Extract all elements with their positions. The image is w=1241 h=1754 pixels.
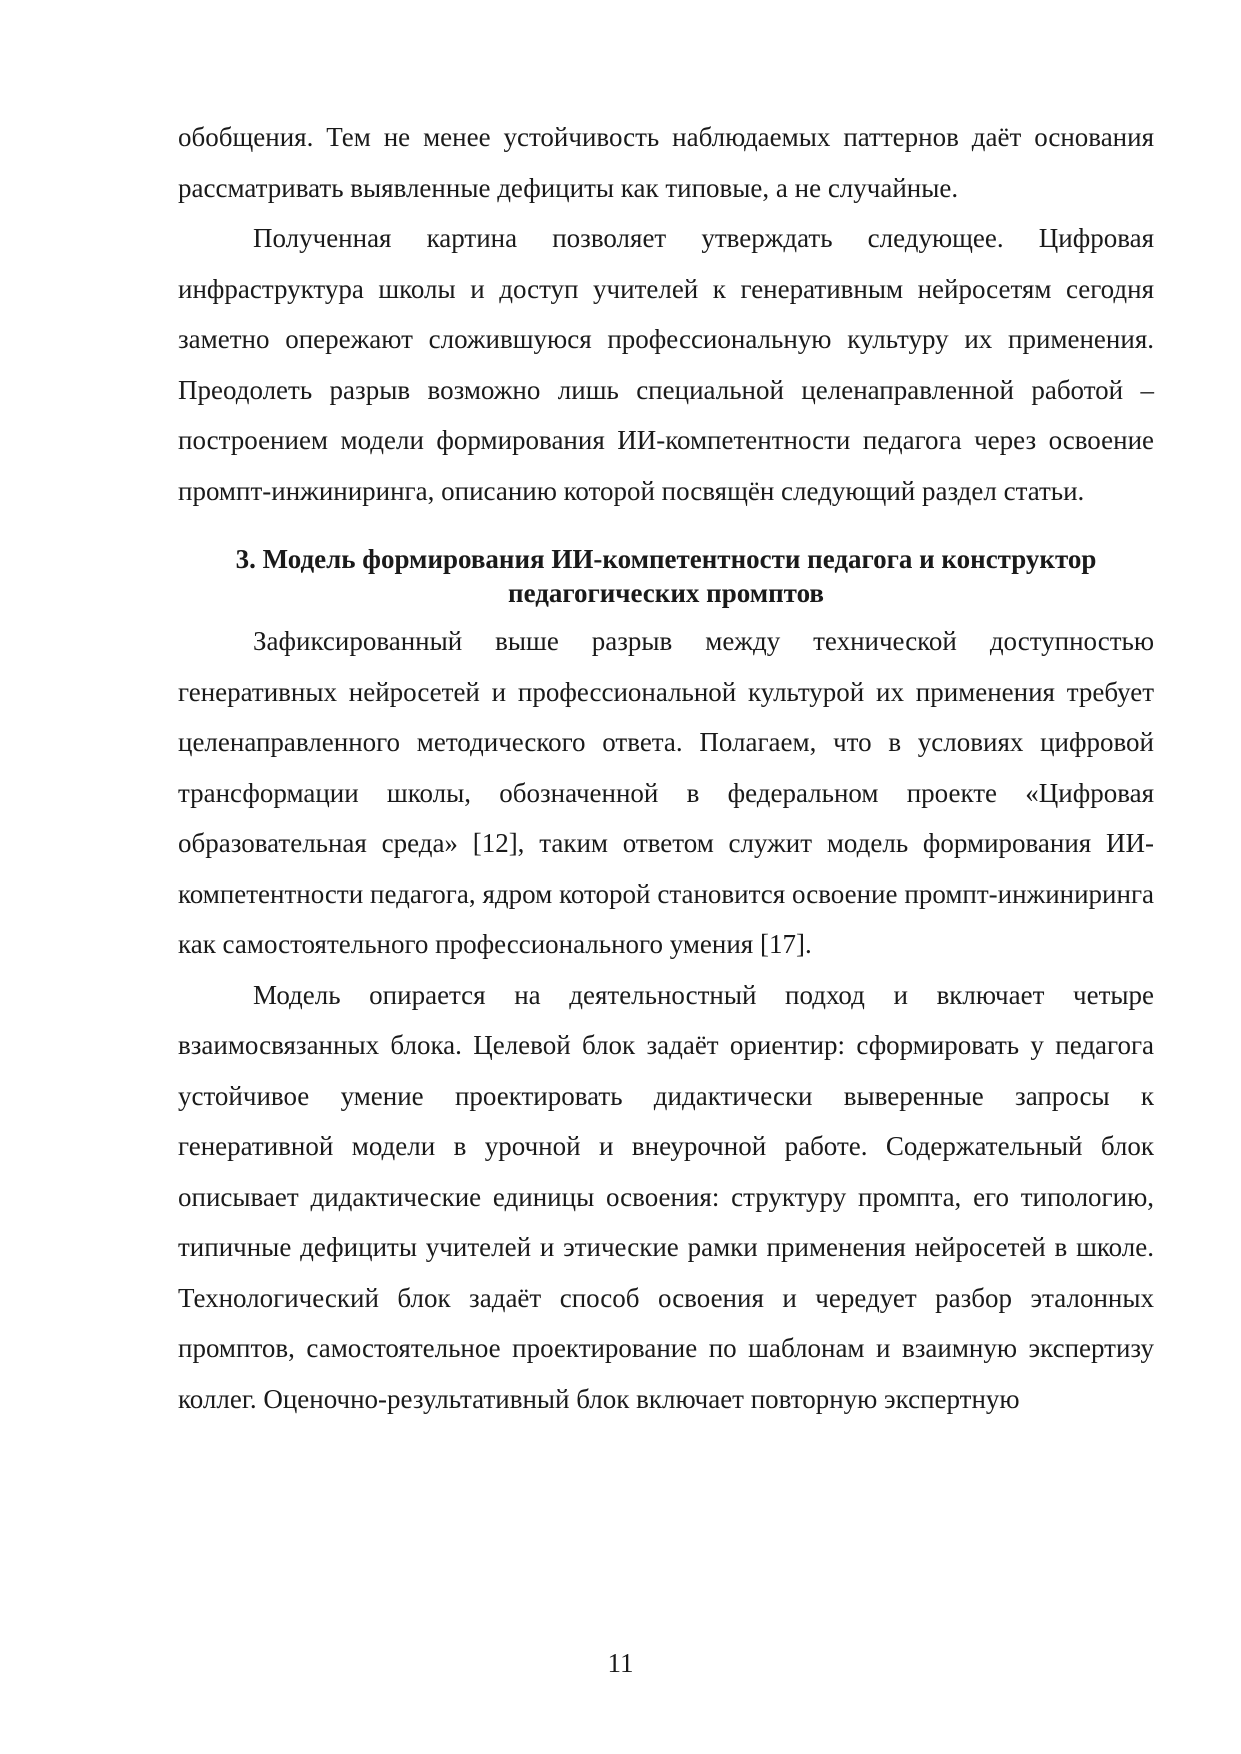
section-heading-line2: педагогических промптов bbox=[508, 578, 824, 608]
paragraph-conclusion: Полученная картина позволяет утверждать следующее. Цифровая инфраструктура школы и доступ учителей к генеративным нейросетям сегодня заметно опережают сложившуюся профессиональную культуру их применения. Преодолеть разрыв возможно лишь специальной целенаправленной работой – построением модели формирования ИИ-компетентности педагога через освоение промпт-инжиниринга, описанию которой посвящён следующий раздел статьи. bbox=[178, 223, 1154, 506]
paragraph-continuation: обобщения. Тем не менее устойчивость наблюдаемых паттернов даёт основания рассматривать выявленные дефициты как типовые, а не случайные. bbox=[178, 122, 1154, 203]
section-heading bbox=[178, 542, 1154, 610]
paragraph-model-intro: Зафиксированный выше разрыв между технической доступностью генеративных нейросетей и профессиональной культурой их применения требует целенаправленного методического ответа. Полагаем, что в условиях цифровой трансформации школы, обозначенной в федеральном проекте «Цифровая образовательная среда» [12], таким ответом служит модель формирования ИИ-компетентности педагога, ядром которой становится освоение промпт-инжиниринга как самостоятельного профессионального умения [17]. bbox=[178, 626, 1154, 959]
paragraph-model-blocks: Модель опирается на деятельностный подход и включает четыре взаимосвязанных блока. Целевой блок задаёт ориентир: сформировать у педагога устойчивое умение проектировать дидактически выверенные запросы к генеративной модели в урочной и внеурочной работе. Содержательный блок описывает дидактические единицы освоения: структуру промпта, его типологию, типичные дефициты учителей и этические рамки применения нейросетей в школе. Технологический блок задаёт способ освоения и чередует разбор эталонных промптов, самостоятельное проектирование по шаблонам и взаимную экспертизу коллег. Оценочно-результативный блок включает повторную экспертную bbox=[178, 979, 1154, 1414]
section-heading-line1: 3. Модель формирования ИИ-компетентности педагога и конструктор bbox=[235, 544, 1097, 574]
document-page bbox=[178, 112, 1154, 1424]
page-number: 11 bbox=[607, 1648, 634, 1678]
